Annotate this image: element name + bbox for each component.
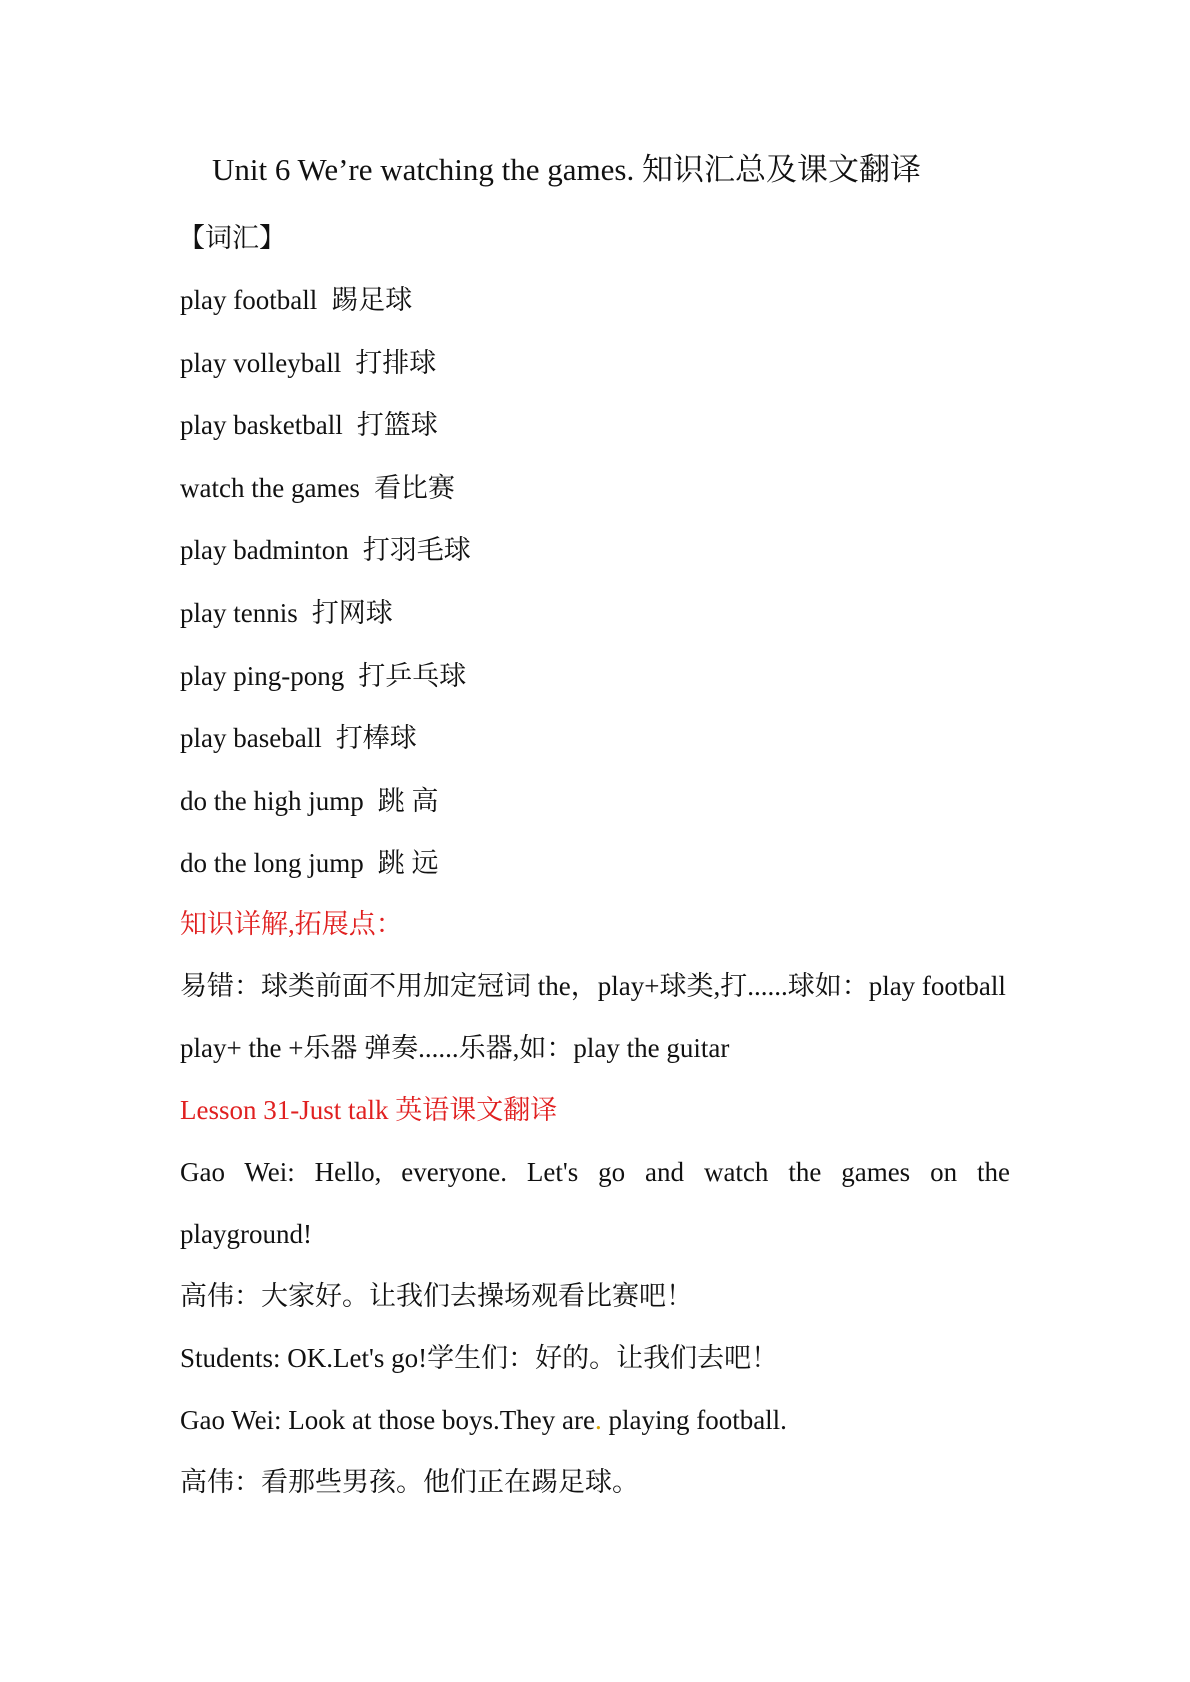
- dialogue-line-1-continued: playground!: [180, 1219, 312, 1249]
- vocab-item: [180, 405, 1020, 468]
- dialogue-line-1: Gao Wei: Hello, everyone. Let's go and watch the games on the: [180, 1157, 1010, 1187]
- vocab-item: [180, 656, 1020, 719]
- vocab-item: [180, 468, 1020, 531]
- dialogue-line-2: 高伟：大家好。让我们去操场观看比赛吧！: [180, 1281, 693, 1311]
- knowledge-heading: 知识详解,拓展点：: [180, 909, 403, 939]
- dialogue-line-4-start: Gao Wei: Look at those boys.They are: [180, 1405, 595, 1435]
- vocab-english: play tennis: [180, 597, 298, 628]
- vocab-item: [180, 593, 1020, 656]
- dialogue-line-4: [180, 1400, 787, 1440]
- knowledge-point-1: 易错：球类前面不用加定冠词 the，play+球类,打......球如：play football: [180, 971, 1006, 1001]
- vocab-chinese: 跳 高: [377, 785, 439, 816]
- vocab-item: [180, 843, 1020, 906]
- vocab-english: play badminton: [180, 535, 349, 566]
- knowledge-point-2: play+ the +乐器 弹奏......乐器,如：play the guitar: [180, 1033, 730, 1063]
- vocab-chinese: 看比赛: [373, 472, 455, 503]
- vocab-english: play baseball: [180, 723, 322, 754]
- vocab-chinese: 打篮球: [356, 410, 438, 441]
- vocab-english: play basketball: [180, 410, 343, 441]
- dialogue-line-3: Students: OK.Let's go!学生们：好的。让我们去吧！: [180, 1343, 779, 1373]
- vocab-chinese: 跳 远: [377, 848, 439, 879]
- vocab-english: watch the games: [180, 472, 360, 503]
- vocab-english: do the long jump: [180, 848, 364, 879]
- lesson-heading: Lesson 31-Just talk 英语课文翻译: [180, 1095, 558, 1125]
- stray-dot-mark: .: [594, 1405, 602, 1435]
- dialogue-line-4-end: playing football.: [601, 1405, 787, 1435]
- vocab-list: [180, 280, 1020, 906]
- vocab-item: [180, 781, 1020, 844]
- dialogue-line-5: 高伟：看那些男孩。他们正在踢足球。: [180, 1467, 639, 1497]
- vocab-chinese: 打网球: [311, 597, 393, 628]
- vocab-chinese: 打乒乓球: [358, 660, 467, 691]
- vocab-english: do the high jump: [180, 785, 364, 816]
- vocab-chinese: 打排球: [355, 347, 437, 378]
- vocab-item: [180, 280, 1020, 343]
- vocab-item: [180, 718, 1020, 781]
- vocab-item: [180, 343, 1020, 406]
- vocab-heading: 【词汇】: [178, 223, 286, 253]
- vocab-chinese: 打棒球: [335, 723, 417, 754]
- vocab-english: play ping-pong: [180, 660, 345, 691]
- document-title: Unit 6 We’re watching the games. 知识汇总及课文翻译: [212, 152, 921, 187]
- vocab-chinese: 打羽毛球: [362, 535, 471, 566]
- vocab-english: play volleyball: [180, 347, 342, 378]
- vocab-item: [180, 530, 1020, 593]
- vocab-english: play football: [180, 285, 318, 315]
- vocab-chinese: 踢足球: [331, 285, 413, 315]
